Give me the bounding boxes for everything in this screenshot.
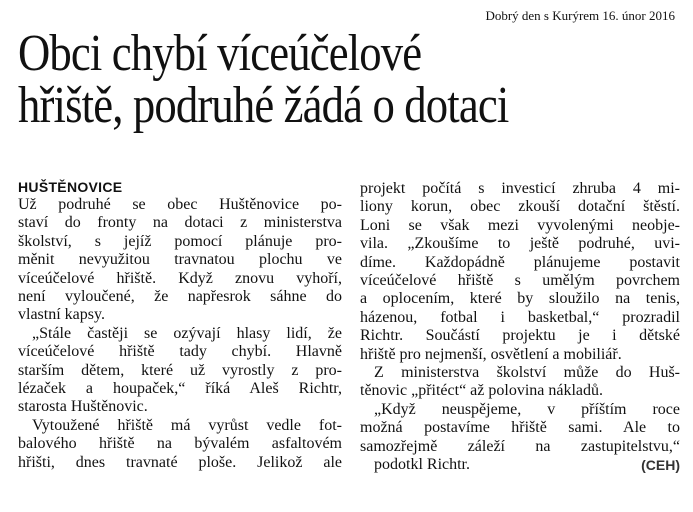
masthead: Dobrý den s Kurýrem 16. únor 2016 bbox=[485, 8, 675, 23]
article-line: starším dětem, které už vyrostly z pro- bbox=[18, 361, 342, 379]
article-line: vlastní kapsy. bbox=[18, 306, 105, 324]
article-line: podotkl Richtr. bbox=[374, 456, 470, 474]
article-last-line bbox=[360, 456, 680, 474]
article-line: možná postavíme hřiště sami. Ale to bbox=[360, 419, 680, 437]
article-line: Richtr. Součástí projektu je i dětské bbox=[360, 327, 680, 345]
headline-line-2: hřiště, podruhé žádá o dotaci bbox=[18, 77, 509, 134]
article-line: hřišti, dnes travnaté ploše. Jelikož ale bbox=[18, 453, 342, 471]
article-line: „Když neuspějeme, v příštím roce bbox=[374, 400, 680, 418]
article-line: víceúčelové hřiště. Když znovu vyhoří, bbox=[18, 269, 342, 287]
headline-line-1: Obci chybí víceúčelové bbox=[18, 25, 422, 82]
author-byline: (CEH) bbox=[641, 457, 680, 474]
article-line: projekt počítá s investicí zhruba 4 mi- bbox=[360, 180, 680, 197]
article-line: lézaček a houpaček,“ říká Aleš Richtr, bbox=[18, 380, 342, 398]
article-line: Vytoužené hřiště má vyrůst vedle fot- bbox=[32, 416, 342, 434]
article-line: liony korun, obec zkouší dotační štěstí. bbox=[360, 198, 680, 216]
article-line: vila. „Zkoušíme to ještě podruhé, uvi- bbox=[360, 235, 680, 253]
article-line: díme. Každopádně plánujeme postavit bbox=[360, 253, 680, 271]
article-line: házenou, fotbal i basketbal,“ prozradil bbox=[360, 308, 680, 326]
article-line: balového hřiště na bývalém asfaltovém bbox=[18, 435, 342, 453]
article-line: hřiště pro nejmenší, osvětlení a mobiliář. bbox=[360, 345, 622, 363]
article-column-left bbox=[18, 178, 342, 472]
article-line: měnit nevyužitou travnatou plochu ve bbox=[18, 251, 342, 269]
headline bbox=[18, 25, 594, 134]
article-line: těnovic „přitéct“ až polovina nákladů. bbox=[360, 382, 604, 400]
article-line: Loni se však mezi vyvolenými neobje- bbox=[360, 216, 680, 234]
article-line: starosta Huštěnovic. bbox=[18, 398, 148, 416]
article-line: Už podruhé se obec Huštěnovice po- bbox=[18, 196, 342, 213]
article-line: „Stále častěji se ozývají hlasy lidí, že bbox=[32, 324, 342, 342]
article-column-right bbox=[360, 180, 680, 475]
article-line: Z ministerstva školství může do Huš- bbox=[374, 364, 680, 382]
article-line: školství, s jejíž pomocí plánuje pro- bbox=[18, 232, 342, 250]
article-line: není vyloučené, že napřesrok sáhne do bbox=[18, 288, 342, 306]
article-line: a oplocením, které by sloužilo na tenis, bbox=[360, 290, 680, 308]
article-line: víceúčelové hřiště s umělým povrchem bbox=[360, 272, 680, 290]
article-line: staví do fronty na dotaci z ministerstva bbox=[18, 214, 342, 232]
article-line: víceúčelové hřiště tady chybí. Hlavně bbox=[18, 343, 342, 361]
place-label: HUŠTĚNOVICE bbox=[18, 179, 123, 195]
article-line: samozřejmě záleží na zastupitelstvu,“ bbox=[360, 437, 680, 455]
